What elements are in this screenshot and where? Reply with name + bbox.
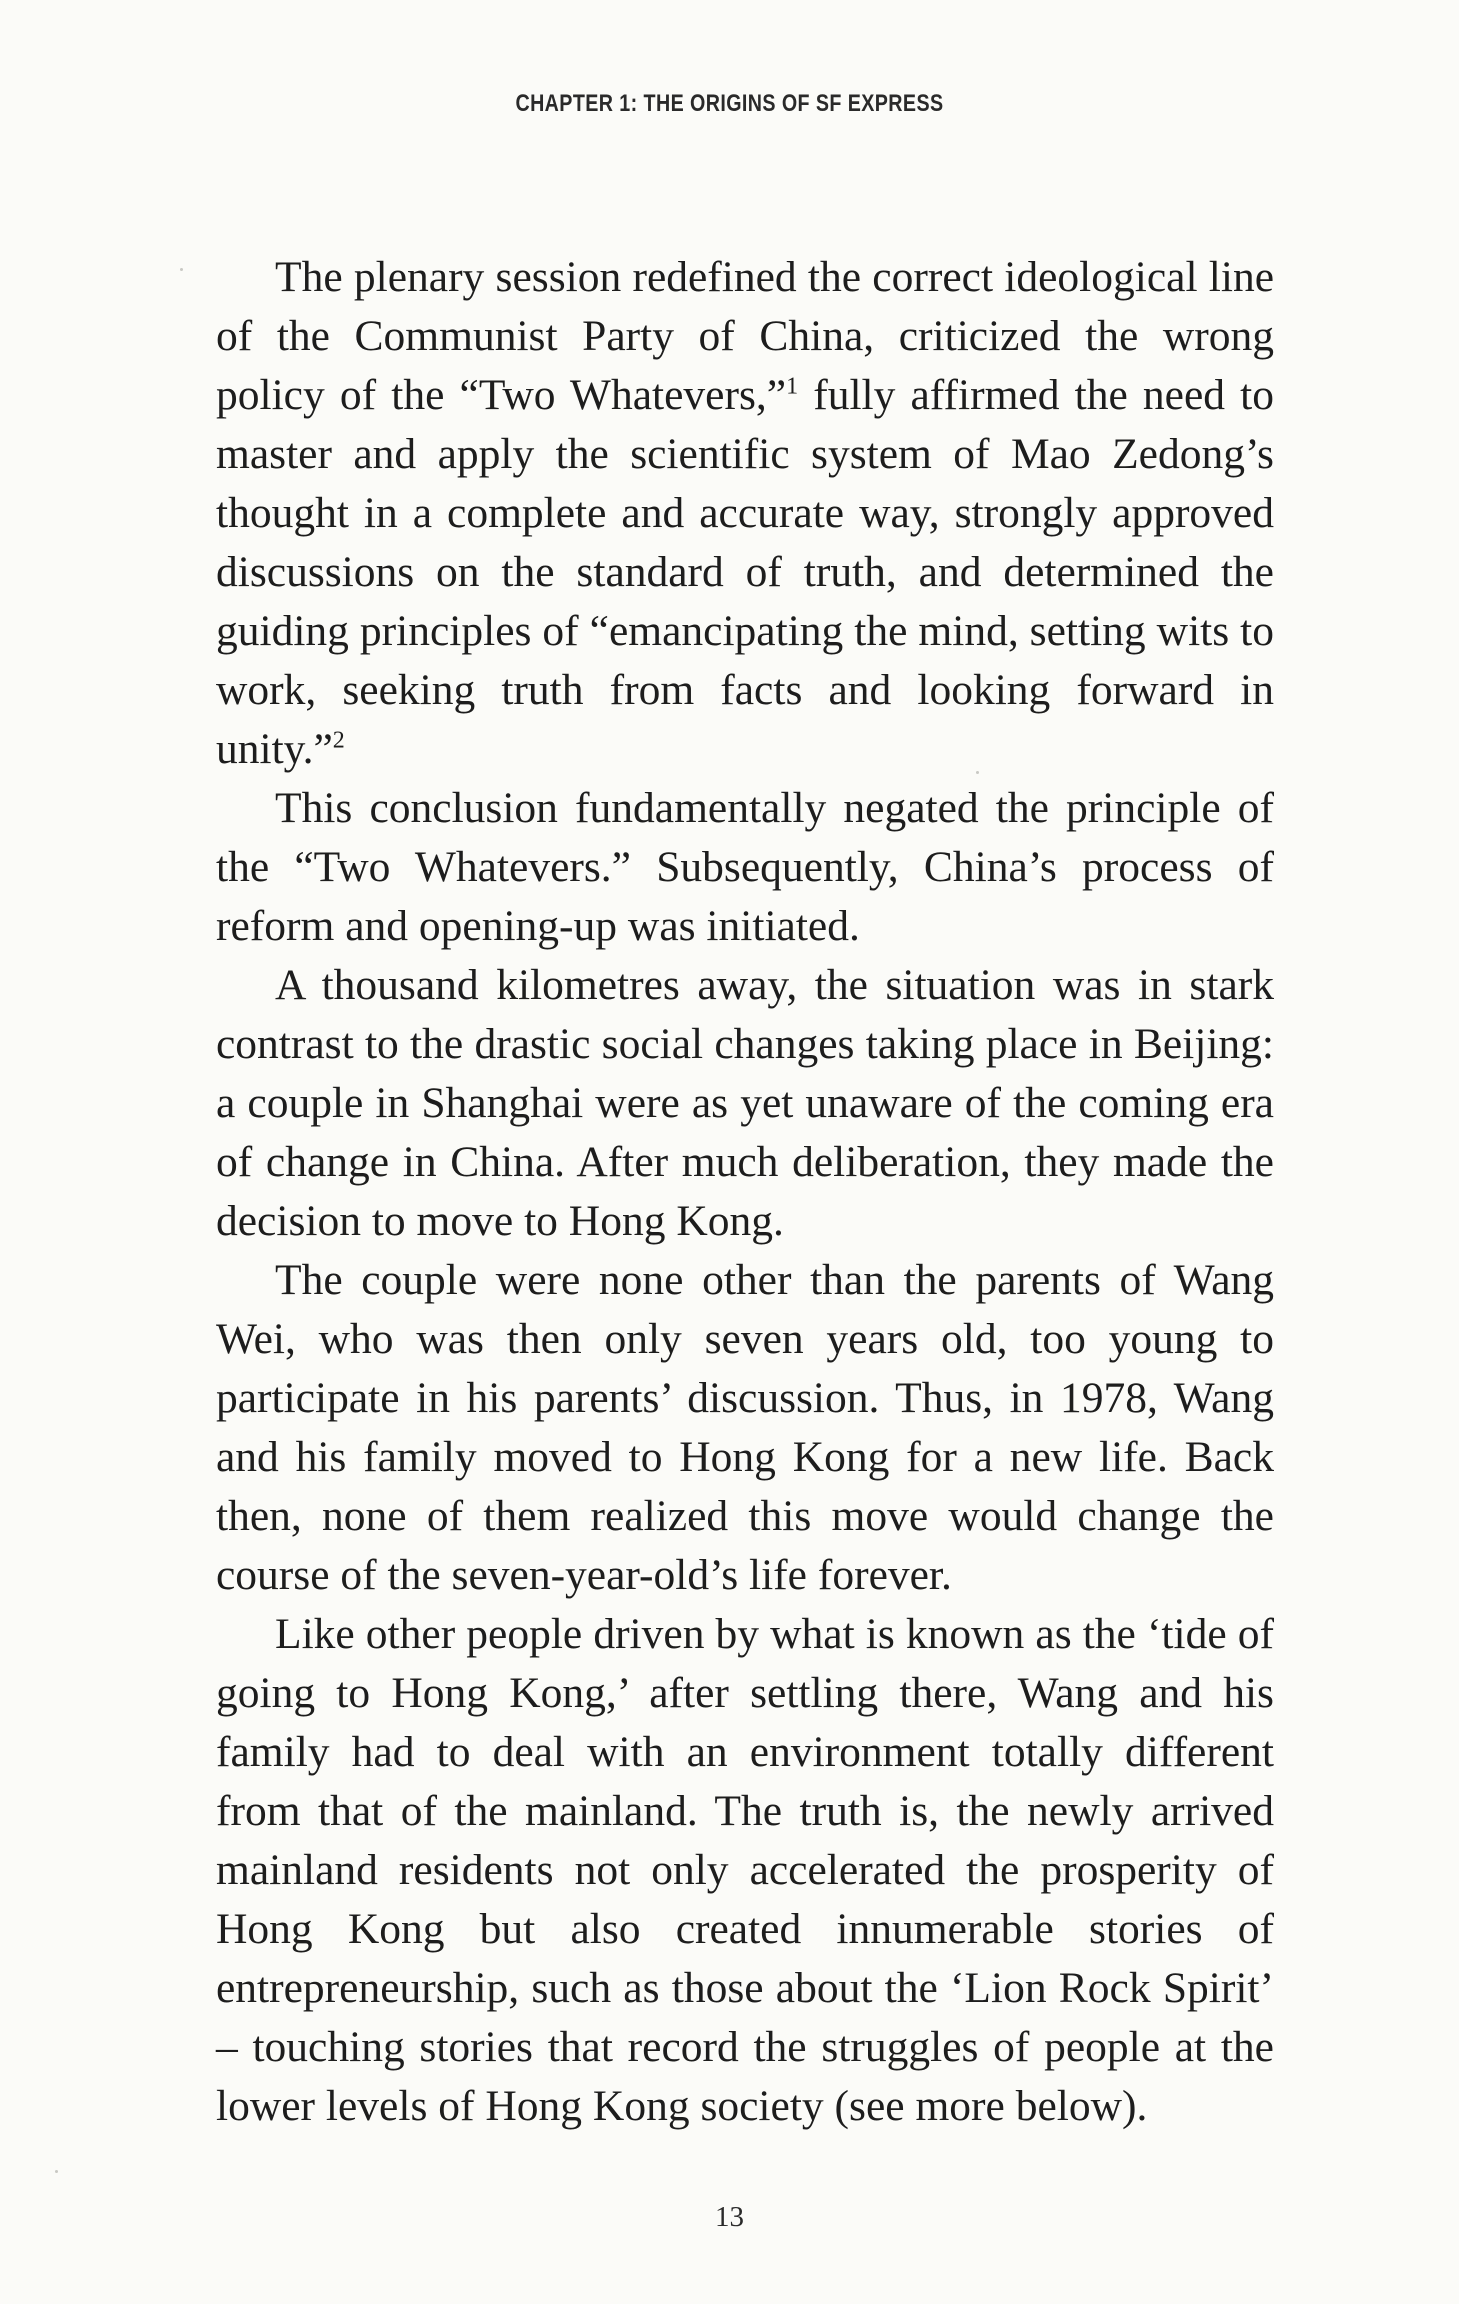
paragraph-2: This conclusion fundamentally negated the principle of the “Two Whatevers.” Subsequently, China’s process of reform and opening-up was initiated. bbox=[216, 784, 1274, 950]
paper-speck bbox=[55, 2170, 58, 2173]
footnote-ref-1: 1 bbox=[786, 373, 799, 400]
body-text bbox=[216, 248, 1274, 2136]
paper-speck bbox=[180, 268, 183, 271]
paragraph-5: Like other people driven by what is known as the ‘tide of going to Hong Kong,’ after settling there, Wang and his family had to deal with an environment totally different from that of the mainland. The truth is, the newly arrived mainland residents not only accelerated the prosperity of Hong Kong but also created innumerable stories of entrepreneurship, such as those about the ‘Lion Rock Spirit’ – touching stories that record the struggles of people at the lower levels of Hong Kong society (see more below). bbox=[216, 1610, 1274, 2130]
paper-speck bbox=[976, 771, 979, 774]
page-number: 13 bbox=[715, 2201, 744, 2233]
paragraph-4: The couple were none other than the parents of Wang Wei, who was then only seven years old, too young to participate in his parents’ discussion. Thus, in 1978, Wang and his family moved to Hong Kong for a new life. Back then, none of them realized this move would change the course of the seven-year-old’s life forever. bbox=[216, 1256, 1274, 1599]
paragraph-1-text: The plenary session redefined the correct ideological line of the Communist Party of China, criticized the wrong policy of the “Two Whatevers,” bbox=[216, 253, 1274, 419]
footnote-ref-2: 2 bbox=[332, 727, 345, 754]
paragraph-3: A thousand kilometres away, the situation was in stark contrast to the drastic social changes taking place in Beijing: a couple in Shanghai were as yet unaware of the coming era of change in China. After much deliberation, they made the decision to move to Hong Kong. bbox=[216, 961, 1274, 1245]
running-head: CHAPTER 1: THE ORIGINS OF SF EXPRESS bbox=[515, 90, 944, 117]
paragraph-1-text-cont: fully affirmed the need to master and apply the scientific system of Mao Zedong’s thought in a complete and accurate way, strongly approved discussions on the standard of truth, and determined the guiding principles of “emancipating the mind, setting wits to work, seeking truth from facts and looking forward in unity.” bbox=[216, 371, 1274, 773]
paragraph-1 bbox=[216, 248, 1274, 779]
